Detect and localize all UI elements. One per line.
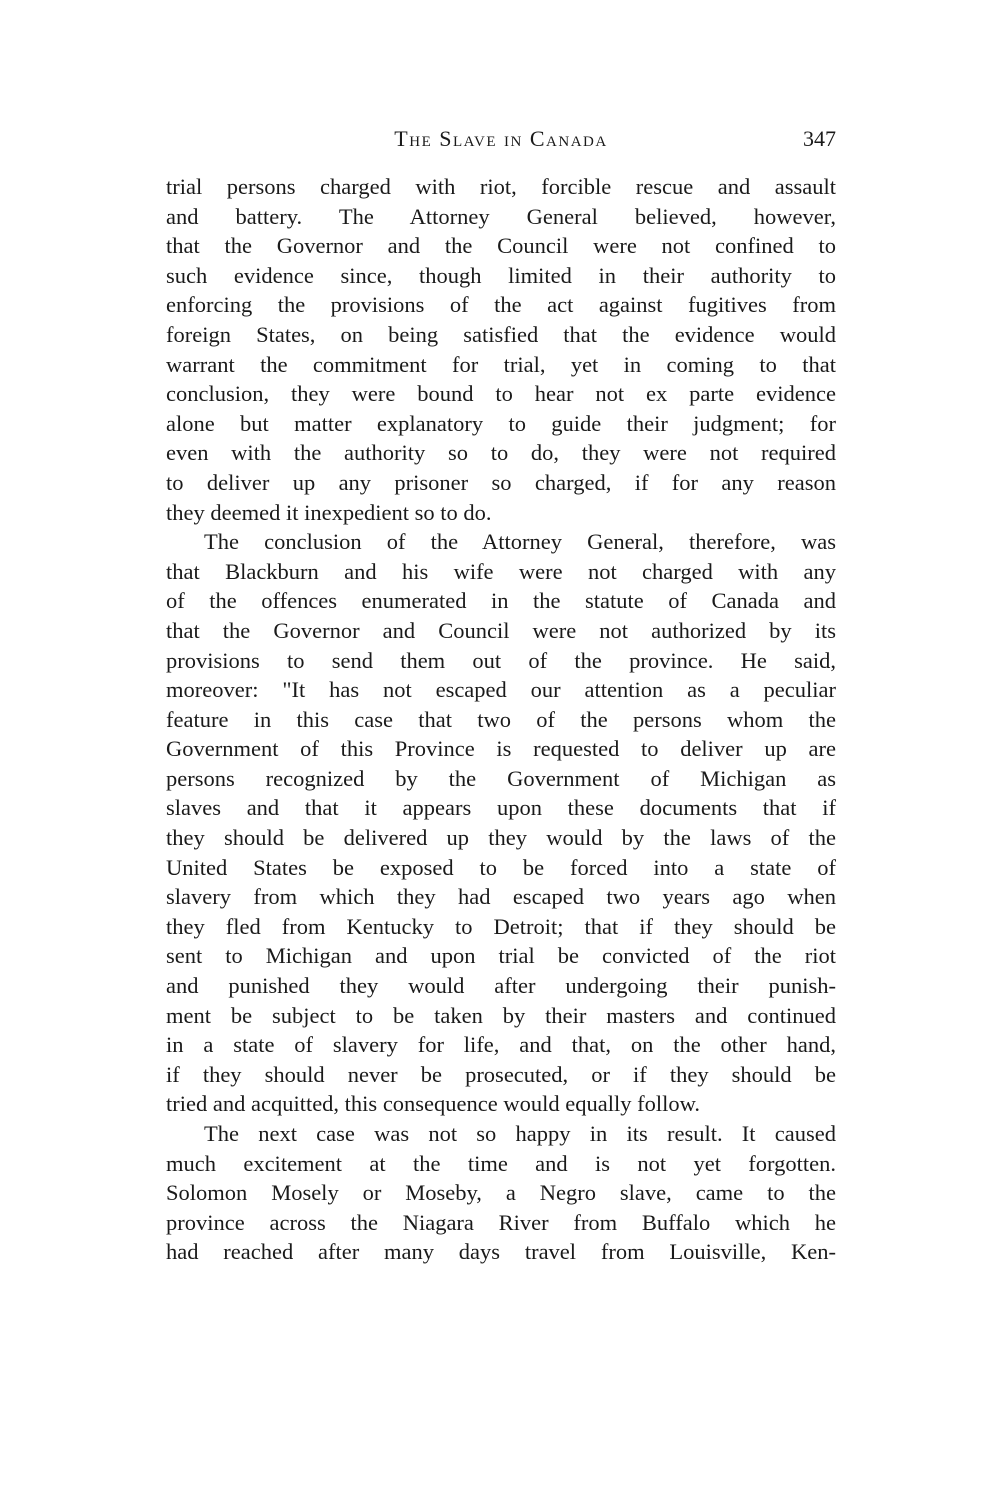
text-line: persons recognized by the Government of Michigan as <box>166 765 836 791</box>
paragraph <box>166 1119 836 1267</box>
body-text <box>166 172 836 1267</box>
text-line: sent to Michigan and upon trial be convicted of the riot <box>166 943 836 969</box>
text-line: Government of this Province is requested to deliver up are <box>166 736 836 762</box>
text-line: that the Governor and Council were not authorized by its <box>166 617 836 643</box>
running-head <box>166 124 836 154</box>
text-line: had reached after many days travel from Louisville, Ken- <box>166 1239 836 1265</box>
text-line: and punished they would after undergoing their punish- <box>166 973 836 999</box>
text-line: that Blackburn and his wife were not charged with any <box>166 558 836 584</box>
text-line: slavery from which they had escaped two years ago when <box>166 884 836 910</box>
text-line: Solomon Mosely or Moseby, a Negro slave, came to the <box>166 1180 836 1206</box>
text-line: enforcing the provisions of the act against fugitives from <box>166 292 836 318</box>
text-line: to deliver up any prisoner so charged, if for any reason <box>166 469 836 495</box>
page-number: 347 <box>803 126 836 151</box>
text-line: tried and acquitted, this consequence would equally follow. <box>166 1091 701 1117</box>
text-line: they fled from Kentucky to Detroit; that if they should be <box>166 913 836 939</box>
text-line: such evidence since, though limited in their authority to <box>166 262 836 288</box>
text-line: feature in this case that two of the persons whom the <box>166 706 836 732</box>
text-line: they deemed it inexpedient so to do. <box>166 499 492 525</box>
text-line: alone but matter explanatory to guide their judgment; for <box>166 410 836 436</box>
text-line: even with the authority so to do, they were not required <box>166 440 836 466</box>
text-line: moreover: "It has not escaped our attention as a peculiar <box>166 677 836 703</box>
text-line: slaves and that it appears upon these documents that if <box>166 795 836 821</box>
text-line: The conclusion of the Attorney General, therefore, was <box>204 529 836 555</box>
paragraph <box>166 172 836 527</box>
text-line: ment be subject to be taken by their masters and continued <box>166 1002 836 1028</box>
text-line: foreign States, on being satisfied that the evidence would <box>166 321 836 347</box>
text-line: of the offences enumerated in the statute of Canada and <box>166 588 836 614</box>
text-line: provisions to send them out of the province. He said, <box>166 647 836 673</box>
text-line: much excitement at the time and is not yet forgotten. <box>166 1150 836 1176</box>
text-line: trial persons charged with riot, forcible rescue and assault <box>166 174 836 199</box>
paragraph <box>166 527 836 1119</box>
text-line: and battery. The Attorney General believed, however, <box>166 203 836 229</box>
text-line: that the Governor and the Council were not confined to <box>166 233 836 259</box>
running-title: The Slave in Canada <box>394 126 608 151</box>
text-line: if they should never be prosecuted, or if they should be <box>166 1061 836 1087</box>
text-line: province across the Niagara River from Buffalo which he <box>166 1209 836 1235</box>
text-line: The next case was not so happy in its result. It caused <box>204 1121 836 1146</box>
text-line: United States be exposed to be forced into a state of <box>166 854 836 880</box>
text-line: in a state of slavery for life, and that, on the other hand, <box>166 1032 836 1058</box>
text-line: they should be delivered up they would by the laws of the <box>166 825 836 851</box>
text-line: conclusion, they were bound to hear not ex parte evidence <box>166 381 836 407</box>
text-line: warrant the commitment for trial, yet in coming to that <box>166 351 836 377</box>
